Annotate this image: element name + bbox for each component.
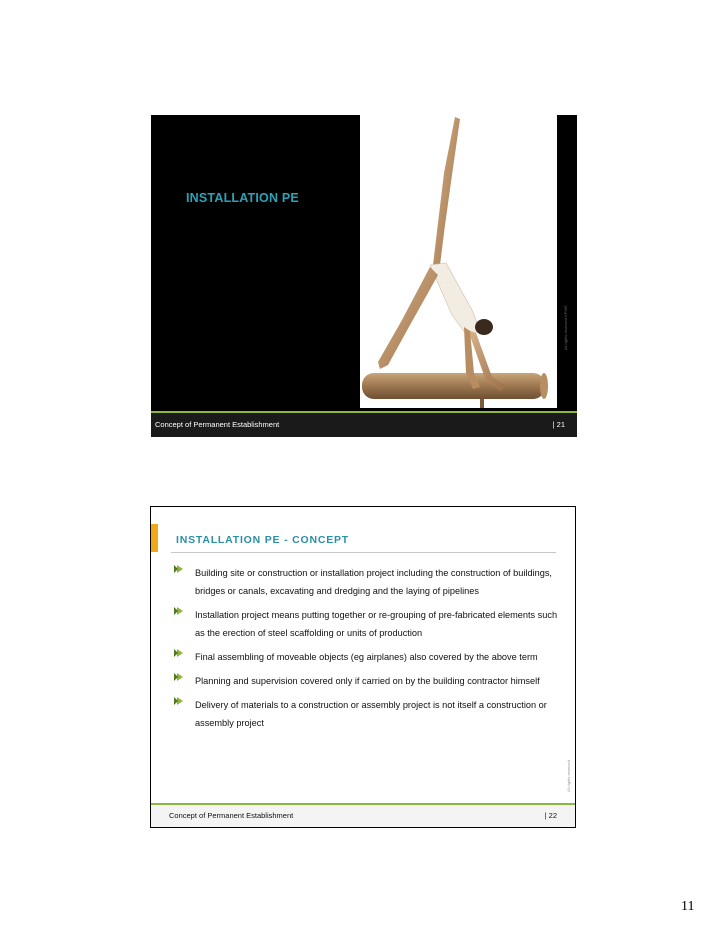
slide-footer bbox=[151, 413, 577, 437]
slide-title: INSTALLATION PE - CONCEPT bbox=[176, 534, 350, 546]
arrow-bullet-icon bbox=[177, 673, 183, 681]
bullet-text: Building site or construction or installation project including the construction of buildings, bridges or canals, excavating and dredging and the laying of pipelines bbox=[195, 568, 552, 596]
slide-21 bbox=[151, 115, 577, 437]
arrow-bullet-icon bbox=[177, 649, 183, 657]
copyright-notice: All rights reserved KPMG bbox=[563, 305, 568, 350]
slide-footer bbox=[151, 805, 575, 827]
bullet-text: Delivery of materials to a construction or assembly project is not itself a construction or assembly project bbox=[195, 700, 547, 728]
bullet-text: Planning and supervision covered only if carried on by the building contractor himself bbox=[195, 676, 540, 686]
copyright-notice: All rights reserved bbox=[566, 759, 571, 792]
slide-page-number: | 21 bbox=[552, 420, 565, 429]
list-item bbox=[175, 605, 560, 641]
bullet-text: Final assembling of moveable objects (eg airplanes) also covered by the above term bbox=[195, 652, 538, 662]
title-accent-bar bbox=[151, 524, 158, 552]
list-item bbox=[175, 671, 560, 689]
slide-22 bbox=[150, 506, 576, 828]
document-page-number: 11 bbox=[681, 899, 695, 914]
bullet-text: Installation project means putting together or re-grouping of pre-fabricated elements such as the erection of steel scaffolding or units of production bbox=[195, 610, 558, 638]
arrow-bullet-icon bbox=[177, 607, 183, 615]
slide-title: INSTALLATION PE bbox=[186, 191, 299, 205]
footer-text: Concept of Permanent Establishment bbox=[169, 811, 294, 820]
footer-text: Concept of Permanent Establishment bbox=[155, 420, 280, 429]
list-item bbox=[175, 695, 560, 731]
list-item bbox=[175, 563, 560, 599]
gymnast-image bbox=[360, 115, 557, 408]
title-divider bbox=[171, 552, 556, 553]
arrow-bullet-icon bbox=[177, 565, 183, 573]
arrow-bullet-icon bbox=[177, 697, 183, 705]
list-item bbox=[175, 647, 560, 665]
slide-page-number: | 22 bbox=[544, 811, 557, 820]
bullet-list bbox=[175, 563, 560, 737]
